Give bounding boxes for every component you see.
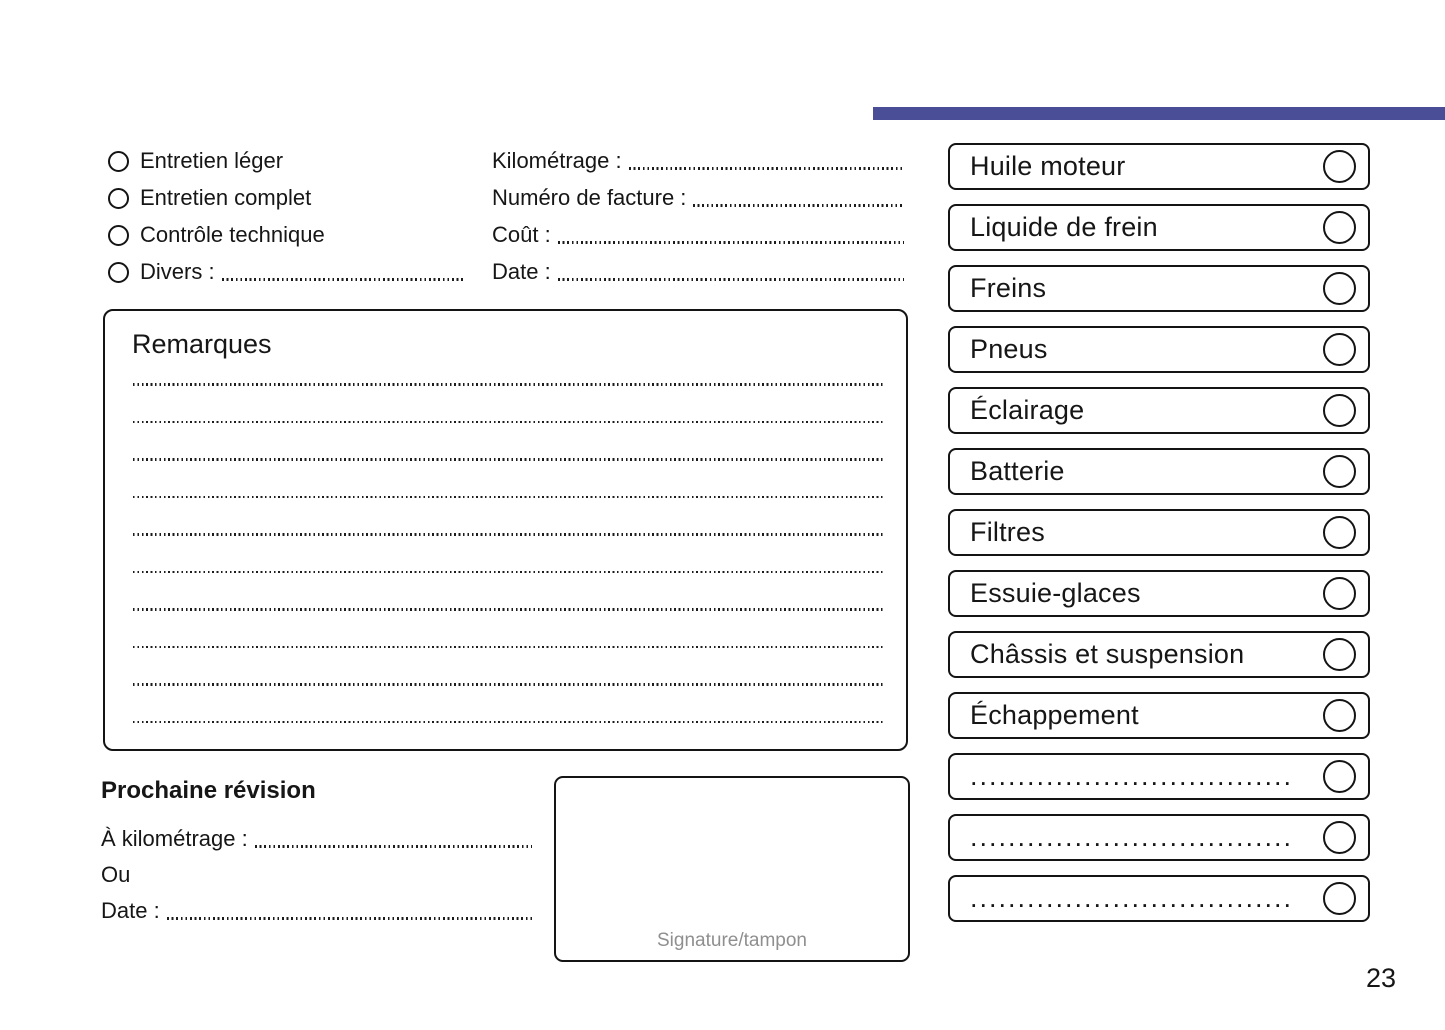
checklist-item-label: Essuie-glaces: [970, 578, 1141, 608]
fill-in-line[interactable]: [629, 167, 904, 170]
next-service-row: [101, 824, 534, 854]
checklist-item: [948, 326, 1370, 373]
invoice-field-label: Kilométrage :: [492, 148, 622, 173]
checklist-item: [948, 387, 1370, 434]
radio-circle-icon[interactable]: [108, 262, 129, 283]
checklist-item-label: Filtres: [970, 517, 1045, 547]
checklist-item-label: ..................................: [970, 822, 1294, 852]
checklist-item-label: Châssis et suspension: [970, 639, 1245, 669]
remark-dotted-line[interactable]: [133, 683, 884, 686]
checkbox-circle-icon[interactable]: [1323, 272, 1356, 305]
checkbox-circle-icon[interactable]: [1323, 516, 1356, 549]
next-service-label: Ou: [101, 862, 131, 887]
maintenance-checklist: [948, 143, 1370, 936]
checklist-item-label: Freins: [970, 273, 1047, 303]
checklist-item: [948, 814, 1370, 861]
checklist-item: [948, 631, 1370, 678]
service-type-row: [108, 220, 468, 250]
checklist-item-label: ..................................: [970, 883, 1294, 913]
radio-circle-icon[interactable]: [108, 225, 129, 246]
invoice-field-row: [492, 146, 906, 176]
checklist-item-label: ..................................: [970, 761, 1294, 791]
remark-dotted-line[interactable]: [133, 646, 884, 649]
checklist-item-label: Liquide de frein: [970, 212, 1158, 242]
invoice-field-row: [492, 220, 906, 250]
remark-dotted-line[interactable]: [133, 571, 884, 574]
page-number: 23: [1366, 963, 1397, 993]
next-service-row: [101, 860, 534, 890]
checkbox-circle-icon[interactable]: [1323, 699, 1356, 732]
service-type-label: Entretien léger: [140, 148, 284, 173]
checklist-item: [948, 448, 1370, 495]
remark-dotted-line[interactable]: [133, 721, 884, 724]
remark-dotted-line[interactable]: [133, 533, 884, 536]
checklist-item: [948, 692, 1370, 739]
checkbox-circle-icon[interactable]: [1323, 638, 1356, 671]
checkbox-circle-icon[interactable]: [1323, 333, 1356, 366]
signature-label: Signature/tampon: [657, 930, 807, 951]
remark-dotted-line[interactable]: [133, 496, 884, 499]
checkbox-circle-icon[interactable]: [1323, 455, 1356, 488]
checklist-item-label: Éclairage: [970, 395, 1085, 425]
remarks-title: Remarques: [132, 329, 272, 359]
fill-in-line[interactable]: [558, 278, 904, 281]
next-service-label: Date :: [101, 898, 160, 923]
checklist-item-label: Huile moteur: [970, 151, 1126, 181]
remarks-box: [103, 309, 908, 751]
accent-bar: [873, 107, 1445, 120]
remark-dotted-line[interactable]: [133, 458, 884, 461]
checklist-item: [948, 570, 1370, 617]
remark-dotted-line[interactable]: [133, 608, 884, 611]
invoice-fields: [492, 146, 906, 294]
next-service-title: Prochaine révision: [101, 777, 316, 804]
next-service-label: À kilométrage :: [101, 826, 248, 851]
service-type-label: Entretien complet: [140, 185, 312, 210]
fill-in-line[interactable]: [693, 204, 904, 207]
remarks-lines[interactable]: [133, 383, 884, 758]
checklist-item-label: Pneus: [970, 334, 1048, 364]
service-type-row: [108, 257, 468, 287]
service-type-row: [108, 183, 468, 213]
invoice-field-row: [492, 183, 906, 213]
radio-circle-icon[interactable]: [108, 188, 129, 209]
checkbox-circle-icon[interactable]: [1323, 760, 1356, 793]
invoice-field-label: Numéro de facture :: [492, 185, 687, 210]
checkbox-circle-icon[interactable]: [1323, 211, 1356, 244]
invoice-field-label: Date :: [492, 259, 551, 284]
service-type-label: Contrôle technique: [140, 222, 325, 247]
checklist-item-label: Échappement: [970, 700, 1139, 730]
checklist-item: [948, 875, 1370, 922]
radio-circle-icon[interactable]: [108, 151, 129, 172]
fill-in-line[interactable]: [222, 278, 466, 281]
remark-dotted-line[interactable]: [133, 383, 884, 386]
fill-in-line[interactable]: [255, 845, 532, 848]
signature-box[interactable]: [554, 776, 910, 962]
invoice-field-row: [492, 257, 906, 287]
next-service-row: [101, 896, 534, 926]
checkbox-circle-icon[interactable]: [1323, 150, 1356, 183]
checklist-item: [948, 265, 1370, 312]
checkbox-circle-icon[interactable]: [1323, 882, 1356, 915]
fill-in-line[interactable]: [558, 241, 904, 244]
checklist-item: [948, 753, 1370, 800]
service-type-list: [108, 146, 468, 294]
invoice-field-label: Coût :: [492, 222, 551, 247]
service-type-label: Divers :: [140, 259, 215, 284]
remark-dotted-line[interactable]: [133, 421, 884, 424]
checkbox-circle-icon[interactable]: [1323, 577, 1356, 610]
checkbox-circle-icon[interactable]: [1323, 821, 1356, 854]
checklist-item: [948, 204, 1370, 251]
fill-in-line[interactable]: [167, 917, 532, 920]
checklist-item-label: Batterie: [970, 456, 1065, 486]
checklist-item: [948, 509, 1370, 556]
next-service-fields: [101, 824, 534, 932]
service-type-row: [108, 146, 468, 176]
checkbox-circle-icon[interactable]: [1323, 394, 1356, 427]
checklist-item: [948, 143, 1370, 190]
